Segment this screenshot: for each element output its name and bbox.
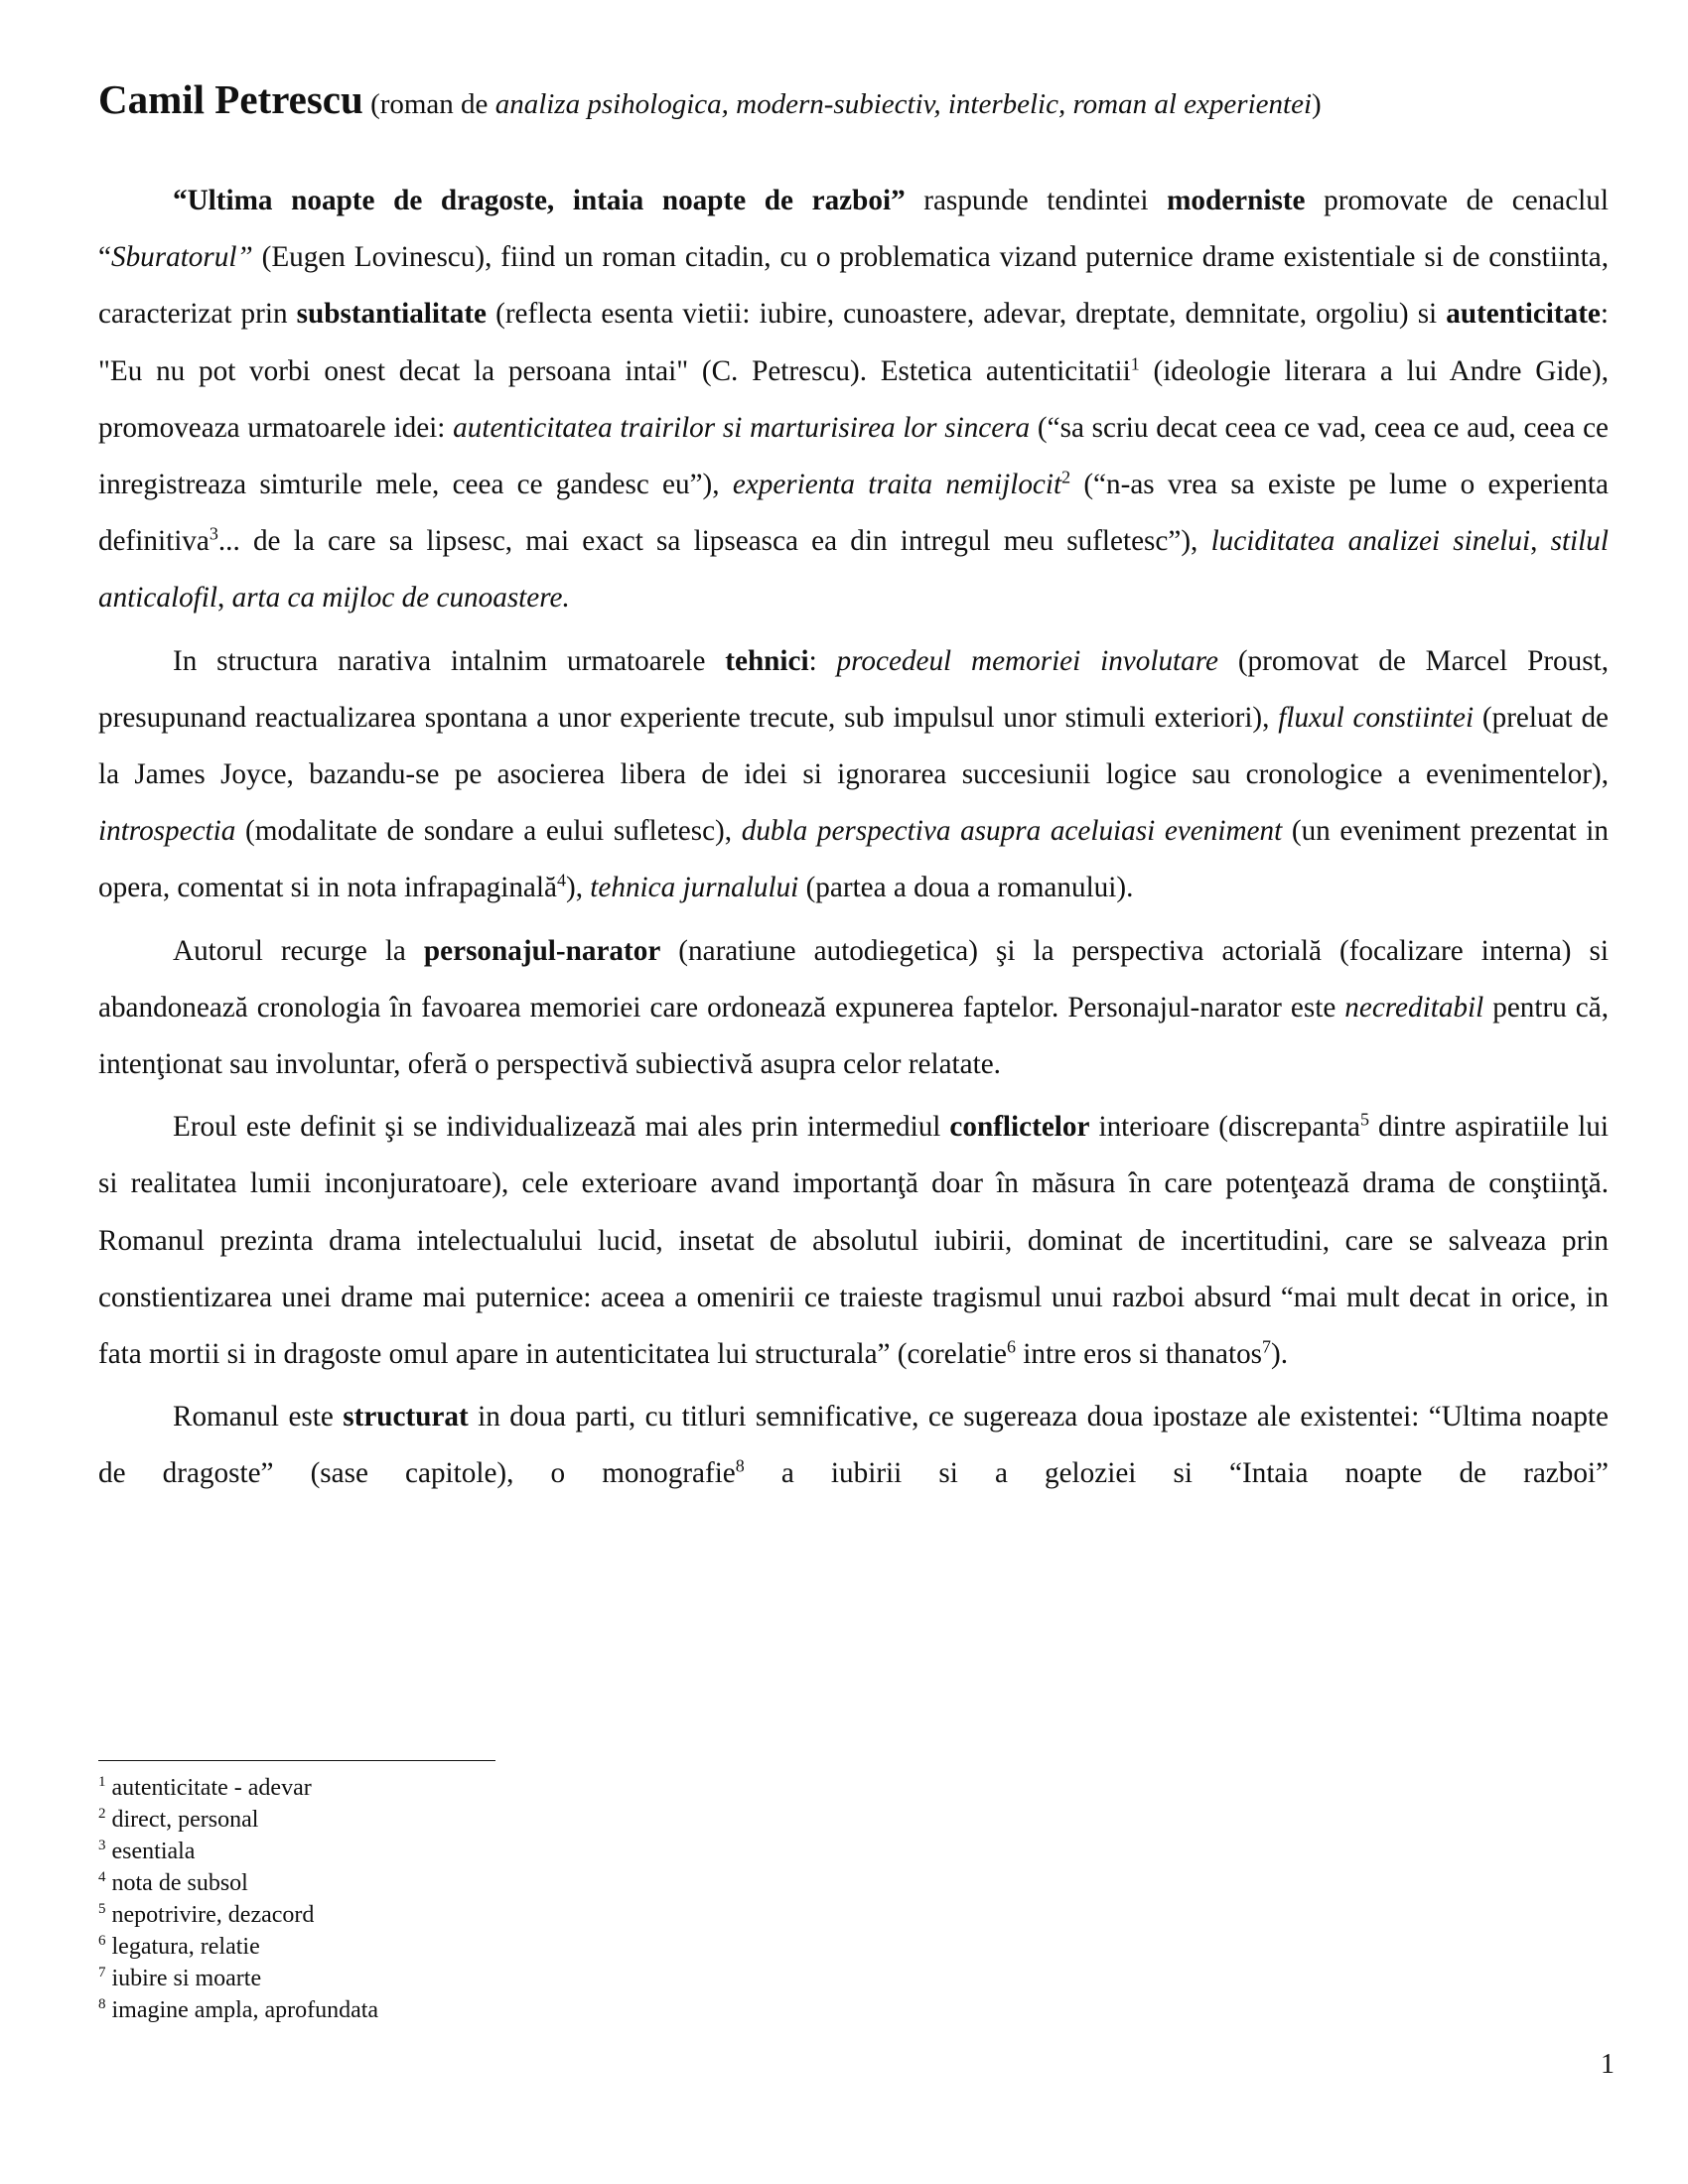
keyword-moderniste: moderniste [1167, 185, 1306, 216]
keyword-conflictelor: conflictelor [949, 1111, 1090, 1144]
italic-sburatorul: Sburatorul” [110, 241, 253, 274]
text-run: (un eveniment prezentat in opera, comentat si in nota infrapaginală [98, 815, 1609, 904]
italic-run: necreditabil [1344, 991, 1484, 1024]
paragraph-authenticity [98, 173, 1609, 627]
footnote-text: esentiala [105, 1839, 196, 1864]
subtitle-open: (roman de [370, 88, 495, 120]
footnote-number: 6 [98, 1933, 106, 1949]
footnote-number: 8 [98, 1996, 106, 2012]
text-run: (“n-as vrea sa existe pe lume o experienta definitiva [98, 469, 1609, 558]
text-run: (preluat de la James Joyce, bazandu-se pe asocierea libera de idei si ignorarea succesiunii logice sau cronologice a evenimentelor), [98, 701, 1609, 791]
keyword-tehnici: tehnici [725, 644, 809, 677]
italic-run: stilul anticalofil [98, 525, 1609, 614]
keyword-structurat: structurat [343, 1401, 469, 1433]
footnote-number: 4 [98, 1869, 106, 1885]
footnote-text: autenticitate - adevar [105, 1775, 312, 1801]
footnote-ref-4: 4 [556, 870, 566, 890]
footnote-item [98, 1963, 793, 1994]
footnote-item [98, 1804, 793, 1836]
footnote-item [98, 1867, 793, 1899]
footnote-number: 5 [98, 1901, 106, 1917]
document-body [98, 173, 1609, 1503]
text-run: ... de la care sa lipsesc, mai exact sa lipseasca ea din intregul meu sufletesc”), [217, 525, 1211, 558]
text-run: intre eros si thanatos [1015, 1338, 1263, 1371]
text-run: dintre aspiratiile lui si realitatea lumii inconjuratoare), cele exterioare avand importanţă doar în măsura în care potenţează drama de conştiinţă. Romanul prezinta drama intelectualului lucid, insetat de absolutul iubirii, dominat de incertitudini, care se salveaza prin constientizarea unei drame mai puternice: aceea a omenirii ce traieste tragismul unui razboi absurd “mai mult decat in orice, in fata mortii si in dragoste omul apare in autenticitatea lui structurala” (corelatie [98, 1111, 1609, 1371]
subtitle-close: ) [1312, 88, 1322, 120]
text-run: : "Eu nu pot vorbi onest decat la persoana intai" (C. Petrescu). Estetica autenticitatii [98, 298, 1609, 387]
text-run: , [1530, 525, 1551, 558]
footnote-ref-5: 5 [1359, 1109, 1369, 1130]
text-run: Eroul este definit şi se individualizează mai ales prin intermediul [173, 1111, 950, 1144]
italic-run: fluxul constiintei [1278, 701, 1475, 734]
text-run: Romanul este [173, 1401, 344, 1433]
author-name: Camil Petrescu [98, 76, 363, 122]
subtitle-genre: analiza psihologica, modern-subiectiv, interbelic, roman al experientei [494, 88, 1312, 120]
footnote-item [98, 1899, 793, 1931]
footnote-text: imagine ampla, aprofundata [105, 1997, 379, 2023]
italic-run: dubla perspectiva asupra aceluiasi eveniment [741, 815, 1283, 848]
italic-run: tehnica jurnalului [590, 872, 799, 904]
footnote-item [98, 1836, 793, 1867]
footnote-ref-3: 3 [209, 523, 218, 544]
footnote-ref-8: 8 [735, 1455, 745, 1476]
footnote-ref-1: 1 [1130, 352, 1140, 373]
footnote-item [98, 1931, 793, 1963]
text-run: (promovat de Marcel Proust, presupunand reactualizarea spontana a unor experiente trecute, sub impulsul unor stimuli exteriori), [98, 644, 1610, 734]
text-run: (“sa scriu decat ceea ce vad, ceea ce aud, ceea ce inregistreaza simturile mele, ceea ce gandesc eu”), [98, 411, 1609, 501]
paragraph-narrator [98, 923, 1609, 1094]
text-run: pentru că, intenţionat sau involuntar, oferă o perspectivă subiectivă asupra celor relatate. [98, 991, 1609, 1081]
footnotes-list [98, 1772, 793, 2026]
footnote-text: legatura, relatie [105, 1934, 260, 1960]
text-run: Autorul recurge la [173, 934, 424, 967]
text-run: (ideologie literara a lui Andre Gide), promoveaza urmatoarele idei: [98, 354, 1609, 444]
text-run: , [217, 582, 232, 614]
footnote-number: 7 [98, 1965, 106, 1980]
paragraph-conflicts [98, 1099, 1609, 1383]
text-run: (modalitate de sondare a eului sufletesc), [235, 815, 742, 848]
text-run: ), [565, 872, 591, 904]
paragraph-structure [98, 1389, 1609, 1502]
text-run: (partea a doua a romanului). [798, 872, 1134, 904]
text-run: promovate de cenaclul “ [98, 185, 1609, 274]
text-run: raspunde tendintei [905, 185, 1168, 216]
footnote-text: direct, personal [105, 1807, 259, 1833]
text-run: (naratiune autodiegetica) şi la perspectiva actorială (focalizare interna) si abandonează cronologia în favoarea memoriei care ordonează expunerea faptelor. Personajul-narator este [98, 934, 1610, 1024]
footnote-number: 3 [98, 1838, 106, 1853]
italic-run: autenticitatea trairilor si marturisirea lor sincera [453, 411, 1031, 444]
footnote-ref-6: 6 [1006, 1336, 1016, 1357]
text-run: interioare (discrepanta [1089, 1111, 1360, 1144]
text-run: (reflecta esenta vietii: iubire, cunoastere, adevar, dreptate, demnitate, orgoliu) si [487, 298, 1447, 331]
footnote-item [98, 1994, 793, 2026]
footnote-separator [98, 1760, 495, 1761]
footnote-text: nepotrivire, dezacord [105, 1902, 315, 1928]
italic-run: introspectia [98, 815, 236, 848]
keyword-personajul-narator: personajul-narator [423, 934, 661, 967]
novel-title: “Ultima noapte de dragoste, intaia noapte de razboi” [173, 185, 906, 216]
footnote-ref-7: 7 [1262, 1336, 1272, 1357]
footnote-number: 1 [98, 1774, 106, 1790]
page-title [98, 69, 1608, 134]
italic-run: experienta traita nemijlocit [732, 469, 1062, 501]
footnote-number: 2 [98, 1806, 106, 1822]
text-run: (Eugen Lovinescu), fiind un roman citadin, cu o problematica vizand puternice drame existentiale si de constiinta, caracterizat prin [98, 241, 1609, 331]
italic-run: luciditatea analizei sinelui [1210, 525, 1531, 558]
keyword-substantialitate: substantialitate [296, 298, 488, 331]
text-run: in doua parti, cu titluri semnificative, ce sugereaza doua ipostaze ale existentei: “Ultima noapte de dragoste” (sase capitole), o monografie [98, 1401, 1609, 1490]
italic-run: procedeul memoriei involutare [836, 644, 1218, 677]
text-run: : [808, 644, 837, 677]
footnote-text: iubire si moarte [105, 1966, 262, 1991]
text-run: In structura narativa intalnim urmatoarele [173, 644, 726, 677]
footnote-item [98, 1772, 793, 1804]
text-run: ). [1271, 1338, 1289, 1371]
page-number: 1 [1601, 2049, 1615, 2080]
footnote-text: nota de subsol [105, 1870, 248, 1896]
keyword-autenticitate: autenticitate [1446, 298, 1601, 331]
italic-run: arta ca mijloc de cunoastere. [231, 582, 570, 614]
paragraph-techniques [98, 633, 1609, 917]
footnote-ref-2: 2 [1061, 467, 1071, 487]
text-run: a iubirii si a geloziei si “Intaia noapte de razboi” [744, 1457, 1609, 1490]
